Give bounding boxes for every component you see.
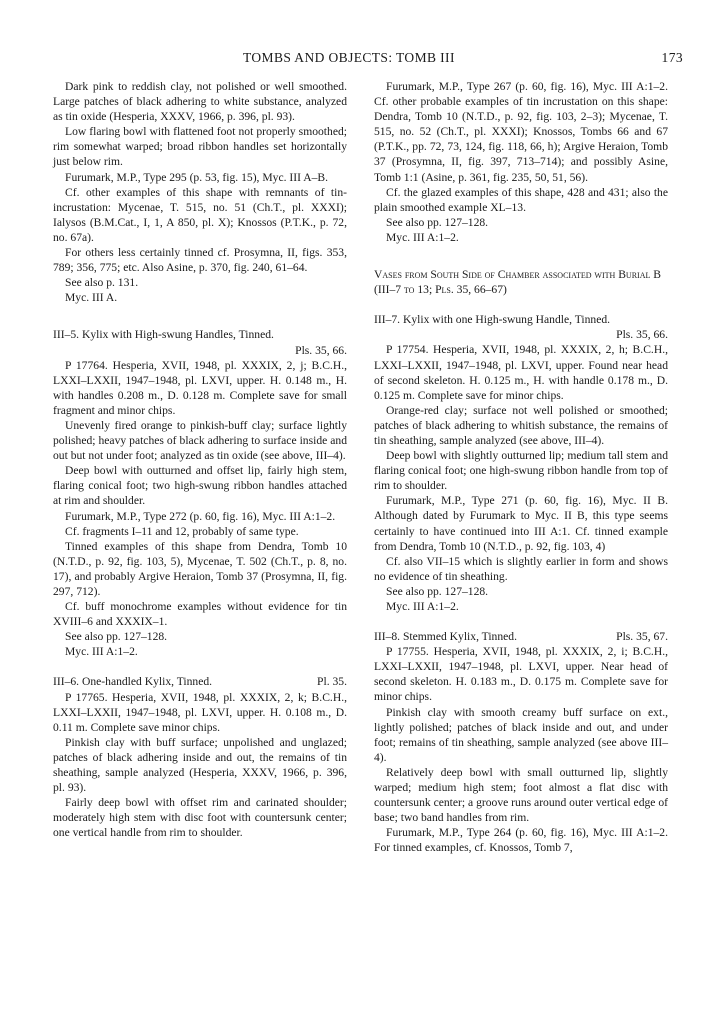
body-paragraph: Myc. III A:1–2. bbox=[65, 645, 138, 659]
entry-plates: Pls. 35, 66. bbox=[295, 343, 347, 357]
entry-heading-III-6 bbox=[53, 674, 347, 689]
body-paragraph: Furumark, M.P., Type 271 (p. 60, fig. 16), Myc. II B. Although dated by Furumark to Myc. II B, this type seems certainly to have continued into III A:1. Cf. tinned example from Dendra, Tomb 10 (N.T.D., p. 92, fig. 103, 4) bbox=[374, 494, 668, 553]
page-number: 173 bbox=[661, 50, 683, 65]
page-header-title: TOMBS AND OBJECTS: TOMB III bbox=[243, 50, 455, 65]
body-paragraph: Dark pink to reddish clay, not polished or well smoothed. Large patches of black adhering to white substance, analyzed as tin oxide (Hesperia, XXXV, 1966, p. 396, pl. 93). bbox=[53, 80, 347, 124]
body-paragraph: Relatively deep bowl with small outturned lip, slightly warped; medium high stem; foot almost a flat disc with countersunk center; a groove runs around outer vertical edge of base; two band handles from rim. bbox=[374, 765, 668, 825]
body-paragraph: Orange-red clay; surface not well polished or smoothed; patches of black adhering to whitish substance, the remains of tin sheathing, sample analyzed (see above, III–4). bbox=[374, 403, 668, 447]
left-column bbox=[53, 79, 347, 841]
body-paragraph: Pinkish clay with buff surface; unpolished and unglazed; patches of black adhering inside and out, the remains of tin sheathing, sample analyzed (Hesperia, XXXV, 1966, p. 396, pl. 93). bbox=[53, 735, 347, 795]
body-paragraph: Furumark, M.P., Type 264 (p. 60, fig. 16), Myc. III A:1–2. For tinned examples, cf. Knossos, Tomb 7, bbox=[374, 826, 668, 855]
body-paragraph: Cf. the glazed examples of this shape, 428 and 431; also the plain smoothed example XL–13. bbox=[374, 185, 668, 214]
section-heading: Vases from South Side of Chamber associated with Burial B (III–7 to 13; Pls. 35, 66–67) bbox=[374, 268, 662, 297]
body-paragraph: P 17764. Hesperia, XVII, 1948, pl. XXXIX, 2, j; B.C.H., LXXI–LXXII, 1947–1948, pl. LXVI, upper. H. 0.148 m., H. with handles 0.208 m., D. 0.128 m. Complete save for small fragment and minor chips. bbox=[53, 358, 347, 417]
body-paragraph: See also p. 131. bbox=[65, 276, 139, 290]
body-paragraph: Myc. III A. bbox=[65, 291, 118, 305]
body-paragraph: Cf. also VII–15 which is slightly earlier in form and shows no evidence of tin sheathing. bbox=[374, 554, 668, 583]
entry-heading-III-8 bbox=[374, 629, 668, 644]
entry-title: III–6. One-handled Kylix, Tinned. bbox=[53, 675, 213, 689]
body-paragraph: Cf. other examples of this shape with remnants of tin-incrustation: Mycenae, T. 515, no. 51 (Ch.T., pl. XXXI); Ialysos (B.M.Cat., I, 1, A 850, pl. X); Knossos (P.T.K., p. 72, no. 67a). bbox=[53, 185, 347, 244]
body-paragraph: P 17765. Hesperia, XVII, 1948, pl. XXXIX, 2, k; B.C.H., LXXI–LXXII, 1947–1948, pl. LXVI, upper. H. 0.108 m., D. 0.11 m. Complete save minor chips. bbox=[53, 690, 347, 734]
entry-plates: Pls. 35, 66. bbox=[616, 328, 668, 342]
body-paragraph: Fairly deep bowl with offset rim and carinated shoulder; moderately high stem with disc foot with countersunk center; one vertical handle from rim to shoulder. bbox=[53, 796, 347, 840]
body-paragraph: Cf. fragments I–11 and 12, probably of same type. bbox=[65, 524, 299, 538]
right-column bbox=[374, 79, 668, 856]
entry-heading-III-5: III–5. Kylix with High-swung Handles, Tinned. bbox=[53, 328, 274, 342]
body-paragraph: Deep bowl with slightly outturned lip; medium tall stem and flaring conical foot; one high-swung ribbon handle from top of rim to shoulder. bbox=[374, 449, 668, 493]
body-paragraph: Furumark, M.P., Type 267 (p. 60, fig. 16), Myc. III A:1–2. Cf. other probable examples of tin incrustation on this shape: Dendra, Tomb 10 (N.T.D., p. 92, fig. 103, 2–3); Mycenae, T. 515, no. 52 (Ch.T., pl. XXXI); Knossos, Tombs 66 and 67 (P.T.K., pp. 72, 73, 124, fig. 118, 66, h); Argive Heraion, Tomb 37 (Prosymna, II, fig. 397, 713–714); and possibly Asine, Tomb 1:1 (Asine, p. 361, fig. 235, 50, 51, 56). bbox=[374, 80, 668, 184]
entry-plates: Pls. 35, 67. bbox=[616, 630, 668, 644]
body-paragraph: Myc. III A:1–2. bbox=[386, 600, 459, 613]
body-paragraph: Cf. buff monochrome examples without evidence for tin XVIII–6 and XXXIX–1. bbox=[53, 600, 347, 629]
body-paragraph: Low flaring bowl with flattened foot not properly smoothed; rim somewhat warped; broad ribbon handles set horizontally just below rim. bbox=[53, 125, 347, 169]
entry-title: III–8. Stemmed Kylix, Tinned. bbox=[374, 630, 517, 644]
body-paragraph: P 17755. Hesperia, XVII, 1948, pl. XXXIX, 2, i; B.C.H., LXXI–LXXII, 1947–1948, pl. LXVI, upper. Near head of second skeleton. H. 0.183 m., D. 0.175 m. Complete save for minor chips. bbox=[374, 645, 668, 704]
body-paragraph: Deep bowl with outturned and offset lip, fairly high stem, flaring conical foot; two high-swung ribbon handles attached at rim and shoulder. bbox=[53, 464, 347, 508]
entry-heading-III-7: III–7. Kylix with one High-swung Handle, Tinned. bbox=[374, 313, 611, 327]
body-paragraph: Unevenly fired orange to pinkish-buff clay; surface lightly polished; heavy patches of black adhering to surface inside and out but not under foot; analyzed as tin oxide (see above, III–4). bbox=[53, 418, 347, 463]
body-paragraph: See also pp. 127–128. bbox=[386, 584, 489, 598]
body-paragraph: See also pp. 127–128. bbox=[386, 215, 489, 229]
entry-plates: Pl. 35. bbox=[317, 675, 347, 689]
body-paragraph: Pinkish clay with smooth creamy buff surface on ext., lightly polished; patches of black inside and out, and under foot; remains of tin sheathing, sample analyzed (see above III–4). bbox=[374, 705, 668, 764]
body-paragraph: Tinned examples of this shape from Dendra, Tomb 10 (N.T.D., p. 92, fig. 103, 5), Mycenae, T. 502 (Ch.T., p. 8, no. 17), and probably Argive Heraion, Tomb 37 (Prosymna, II, fig. 297, 712). bbox=[53, 539, 347, 598]
body-paragraph: Furumark, M.P., Type 295 (p. 53, fig. 15), Myc. III A–B. bbox=[65, 170, 329, 184]
body-paragraph: Furumark, M.P., Type 272 (p. 60, fig. 16), Myc. III A:1–2. bbox=[65, 509, 336, 523]
body-paragraph: For others less certainly tinned cf. Prosymna, II, figs. 353, 789; 356, 775; etc. Also Asine, p. 370, fig. 240, 61–64. bbox=[53, 246, 347, 275]
body-paragraph: See also pp. 127–128. bbox=[65, 630, 168, 644]
body-paragraph: P 17754. Hesperia, XVII, 1948, pl. XXXIX, 2, h; B.C.H., LXXI–LXXII, 1947–1948, pl. LXVI, upper. Found near head of second skeleton. H. 0.125 m., H. with handle 0.178 m., D. 0.125 m. Complete save for minor chips. bbox=[374, 343, 668, 402]
body-paragraph: Myc. III A:1–2. bbox=[386, 230, 459, 244]
